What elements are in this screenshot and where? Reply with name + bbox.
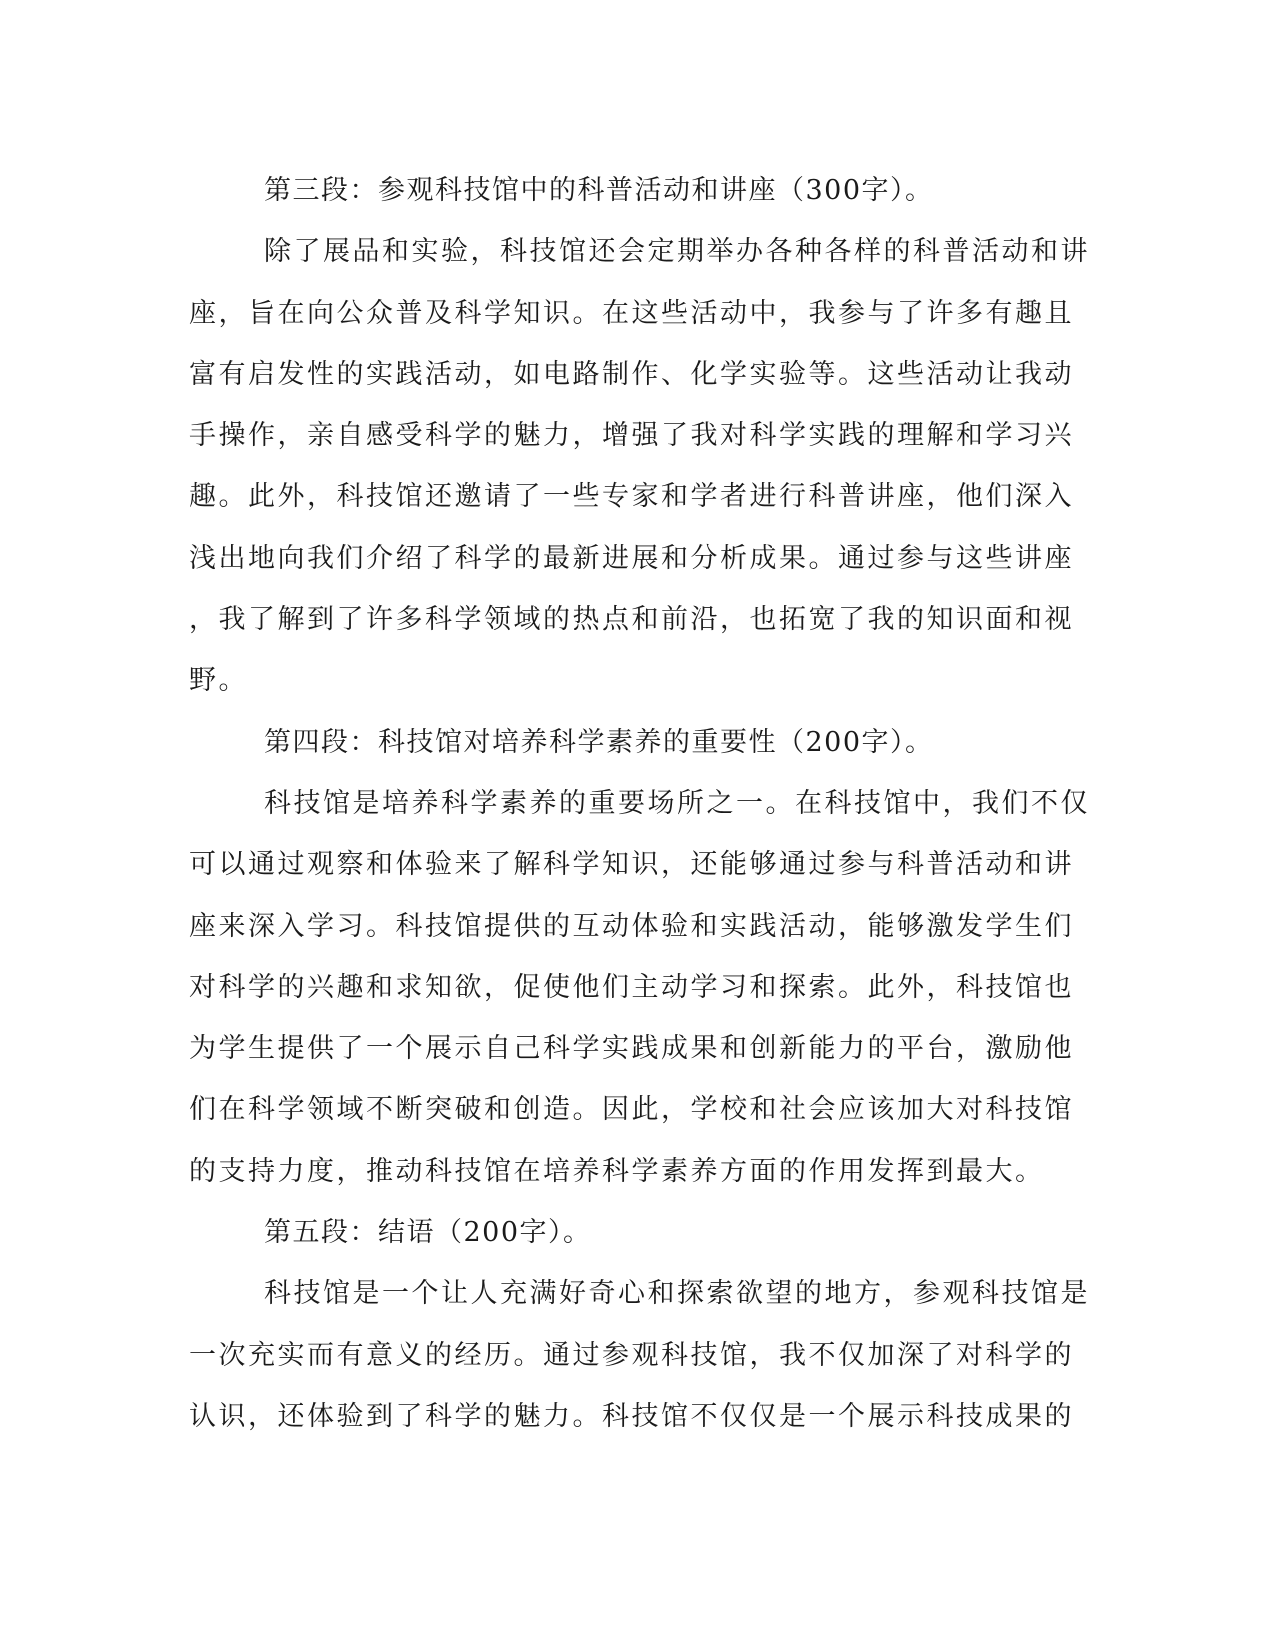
section-heading-4: 第四段：科技馆对培养科学素养的重要性（200字）。: [264, 726, 934, 758]
paragraph-line: 对科学的兴趣和求知欲，促使他们主动学习和探索。此外，科技馆也: [189, 971, 1074, 1003]
section-heading-3: 第三段：参观科技馆中的科普活动和讲座（300字）。: [264, 175, 934, 206]
paragraph-line: 为学生提供了一个展示自己科学实践成果和创新能力的平台，激励他: [189, 1033, 1074, 1065]
paragraph-line: 科技馆是培养科学素养的重要场所之一。在科技馆中，我们不仅: [264, 787, 1090, 819]
paragraph-line: 可以通过观察和体验来了解科学知识，还能够通过参与科普活动和讲: [189, 849, 1074, 881]
paragraph-line: 浅出地向我们介绍了科学的最新进展和分析成果。通过参与这些讲座: [189, 542, 1074, 574]
document-body: [189, 160, 1090, 1447]
paragraph-line: ，我了解到了许多科学领域的热点和前沿，也拓宽了我的知识面和视: [189, 604, 1074, 636]
paragraph-line: 富有启发性的实践活动，如电路制作、化学实验等。这些活动让我动: [189, 358, 1074, 390]
paragraph-line: 座，旨在向公众普及科学知识。在这些活动中，我参与了许多有趣且: [189, 297, 1074, 329]
paragraph-line: 除了展品和实验，科技馆还会定期举办各种各样的科普活动和讲: [264, 236, 1090, 268]
paragraph-line: 们在科学领域不断突破和创造。因此，学校和社会应该加大对科技馆: [189, 1094, 1074, 1126]
paragraph-line: 座来深入学习。科技馆提供的互动体验和实践活动，能够激发学生们: [189, 910, 1074, 942]
paragraph-line: 科技馆是一个让人充满好奇心和探索欲望的地方，参观科技馆是: [264, 1278, 1090, 1310]
paragraph-line: 手操作，亲自感受科学的魅力，增强了我对科学实践的理解和学习兴: [189, 420, 1074, 452]
paragraph-line: 趣。此外，科技馆还邀请了一些专家和学者进行科普讲座，他们深入: [189, 481, 1074, 513]
paragraph-line: 认识，还体验到了科学的魅力。科技馆不仅仅是一个展示科技成果的: [189, 1400, 1074, 1432]
paragraph-line: 一次充实而有意义的经历。通过参观科技馆，我不仅加深了对科学的: [189, 1339, 1074, 1371]
paragraph-line: 的支持力度，推动科技馆在培养科学素养方面的作用发挥到最大。: [189, 1155, 1045, 1187]
section-heading-5: 第五段：结语（200字）。: [264, 1217, 592, 1249]
paragraph-line: 野。: [189, 665, 248, 697]
